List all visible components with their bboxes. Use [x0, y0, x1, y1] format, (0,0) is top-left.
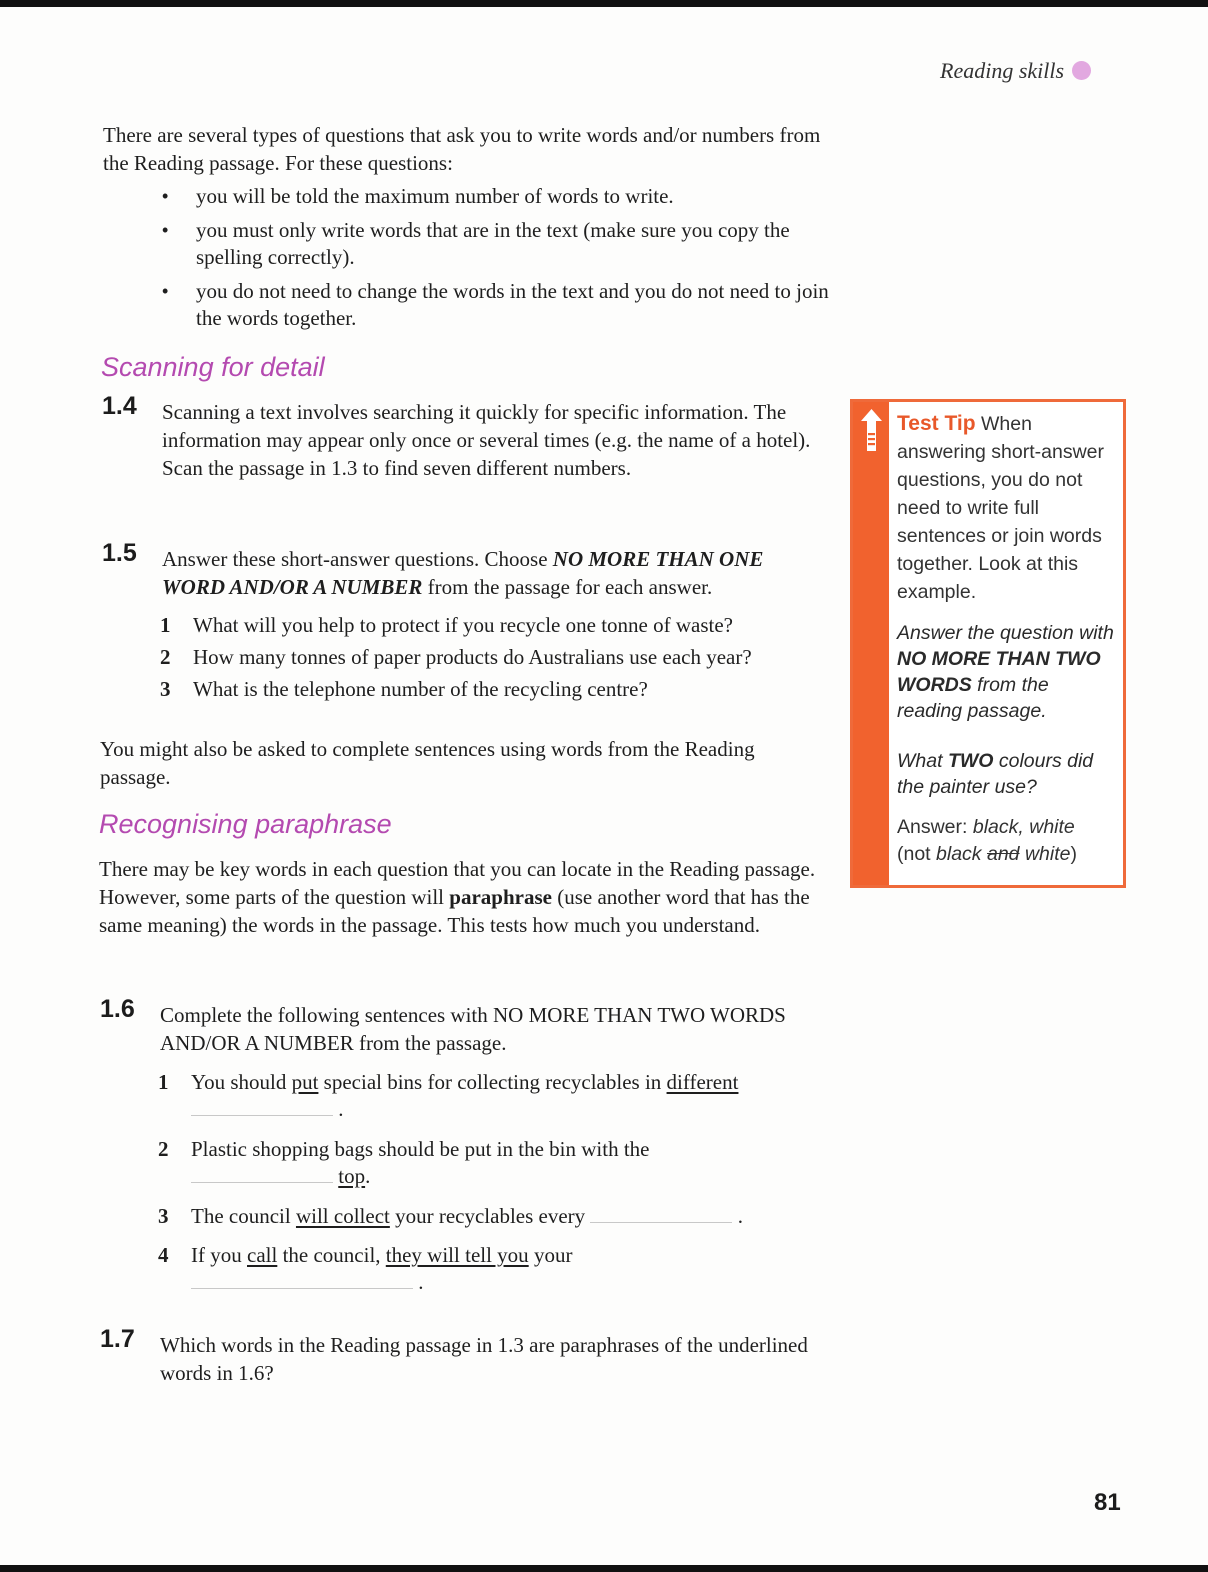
text: your recyclables every [395, 1204, 586, 1228]
tip-sidebar [853, 402, 889, 885]
bullet-item: • you must only write words that are in the text (make sure you copy the spelling correctly). [160, 217, 840, 271]
question-number: 4 [158, 1243, 169, 1267]
sentence-3 [158, 1203, 838, 1230]
paragraph-text: (use another word that has the same meaning) the words in the passage. This tests how much you understand. [99, 885, 810, 937]
task-number: 1.5 [102, 539, 137, 567]
intro-paragraph: There are several types of questions that ask you to write words and/or numbers from the Reading passage. For these questions: [103, 123, 821, 175]
text: black [936, 843, 982, 865]
text: . [737, 1204, 743, 1228]
also-paragraph: You might also be asked to complete sentences using words from the Reading passage. [100, 737, 755, 789]
sentence-4 [158, 1242, 838, 1296]
answer-blank[interactable] [191, 1097, 333, 1116]
task-number: 1.7 [100, 1325, 135, 1353]
text: (not [897, 843, 931, 865]
underlined-word: call [247, 1243, 278, 1267]
running-head [940, 58, 1140, 84]
paraphrase-paragraph [99, 855, 839, 939]
task-1-7 [100, 1325, 830, 1387]
emphasis: NO MORE THAN TWO WORDS [897, 648, 1101, 696]
text: What [897, 750, 943, 772]
answer-blank[interactable] [590, 1204, 732, 1223]
question-number: 1 [160, 613, 171, 637]
task-1-6 [100, 995, 820, 1057]
tip-answer [897, 814, 1119, 868]
answer-value: black, white [972, 816, 1075, 838]
underlined-word: will collect [295, 1204, 390, 1228]
task-text: Scanning a text involves searching it quickly for specific information. The information may appear only once or several times (e.g. the name of a hotel). Scan the passage in 1.3 to find seven different numbers. [162, 400, 811, 480]
underlined-word: they will tell you [385, 1243, 529, 1267]
heading-paraphrase: Recognising paraphrase [99, 809, 392, 839]
list-item [160, 676, 840, 703]
answer-label: Answer: [897, 816, 968, 838]
page-number: 81 [1094, 1489, 1121, 1516]
text: You should [191, 1070, 287, 1094]
emphasis: TWO [947, 750, 994, 772]
sentence-text [191, 1136, 838, 1190]
question-number: 2 [158, 1137, 169, 1161]
question-list-1-5 [160, 612, 840, 708]
struck-word: and [986, 843, 1020, 865]
tip-title: Test Tip [897, 412, 976, 435]
task-1-4 [102, 392, 822, 482]
question-number: 2 [160, 645, 171, 669]
sentence-text [191, 1203, 838, 1230]
task-number: 1.6 [100, 995, 135, 1023]
text: . [365, 1164, 371, 1188]
question-number: 3 [158, 1204, 169, 1228]
tip-body: When answering short-answer questions, you do not need to write full sentences or join words together. Look at this example. [897, 413, 1105, 603]
intro-bullet-list [160, 183, 840, 339]
question-text: What is the telephone number of the recycling centre? [193, 677, 648, 701]
text: . [418, 1270, 424, 1294]
question-number: 1 [158, 1070, 169, 1094]
underlined-word: different [666, 1070, 739, 1094]
section-dot-icon [1072, 61, 1091, 80]
list-item [160, 612, 840, 639]
text: If you [191, 1243, 242, 1267]
tip-content [897, 410, 1119, 868]
bullet-item: • you will be told the maximum number of words to write. [160, 183, 840, 210]
text: special bins for collecting recyclables in [323, 1070, 662, 1094]
text: . [338, 1097, 344, 1121]
text: Plastic shopping bags should be put in the bin with the [191, 1137, 650, 1161]
underlined-word: top [338, 1164, 366, 1188]
top-edge [0, 0, 1208, 7]
task-emphasis: NO MORE THAN ONE WORD AND/OR A NUMBER [162, 547, 764, 599]
text: Answer the question with [897, 622, 1114, 644]
sentence-text [191, 1069, 838, 1123]
tip-arrow-icon [859, 407, 884, 453]
bottom-edge [0, 1565, 1208, 1572]
text: The council [191, 1204, 291, 1228]
underlined-word: put [291, 1070, 319, 1094]
bullet-item: • you do not need to change the words in the text and you do not need to join the words together. [160, 278, 840, 332]
task-text: Complete the following sentences with NO MORE THAN TWO WORDS AND/OR A NUMBER from the passage. [160, 1003, 786, 1055]
task-intro: Answer these short-answer questions. Choose [162, 547, 548, 571]
bold-keyword: paraphrase [449, 885, 552, 909]
paragraph-text: There may be key words in each question that you can locate in the Reading passage. However, some parts of the question will [99, 857, 816, 909]
test-tip-box [850, 399, 1126, 888]
text: ) [1070, 843, 1077, 865]
question-text: What will you help to protect if you recycle one tonne of waste? [193, 613, 733, 637]
task-number: 1.4 [102, 392, 137, 420]
text: white [1024, 843, 1071, 865]
list-item [160, 644, 840, 671]
heading-scanning: Scanning for detail [101, 352, 325, 382]
text: your [533, 1243, 573, 1267]
question-number: 3 [160, 677, 171, 701]
text: from the reading passage. [897, 674, 1049, 722]
task-text [162, 545, 827, 601]
task-1-5 [102, 539, 827, 601]
task-outro: from the passage for each answer. [427, 575, 713, 599]
section-title: Reading skills [940, 58, 1065, 83]
answer-blank[interactable] [191, 1164, 333, 1183]
question-text: How many tonnes of paper products do Australians use each year? [193, 645, 752, 669]
sentence-text [191, 1242, 838, 1296]
tip-example-instruction [897, 620, 1119, 724]
text: colours did the painter use? [897, 750, 1094, 798]
task-text: Which words in the Reading passage in 1.3 are paraphrases of the underlined words in 1.6? [160, 1333, 808, 1385]
sentence-2 [158, 1136, 838, 1190]
sentence-1 [158, 1069, 838, 1123]
answer-blank[interactable] [191, 1270, 413, 1289]
text: the council, [282, 1243, 381, 1267]
tip-example-question [897, 748, 1119, 800]
